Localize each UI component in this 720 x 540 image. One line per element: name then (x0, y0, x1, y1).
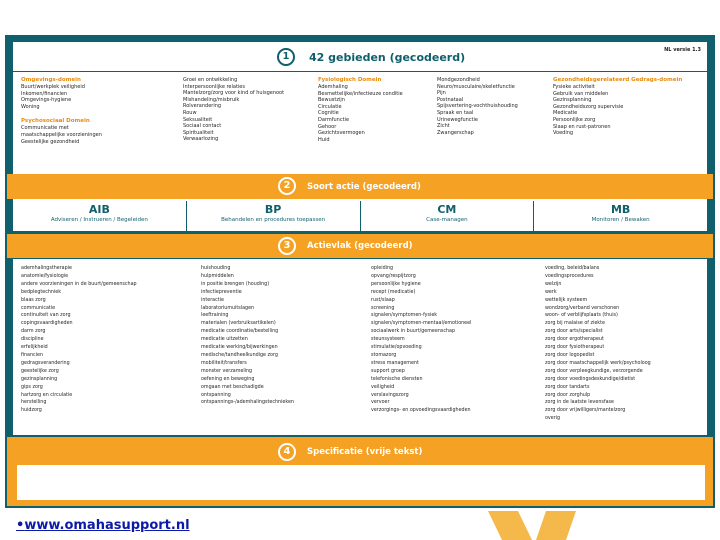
problem-item: Rolverandering (183, 103, 222, 110)
field-item: signalen/symptomen-fysiek (371, 313, 438, 319)
domain-heading: Gezondheidsgerelateerd Gedrags-domein (553, 77, 683, 83)
field-item: verslavingszorg (371, 392, 409, 398)
field-item: zorg door verpleegkundige, verzorgende (545, 368, 643, 374)
field-item: zorg door vrijwilligers/mantelzorg (545, 408, 626, 414)
problem-item: Fysieke activiteit (553, 84, 595, 90)
field-item: huishouding (201, 266, 231, 271)
specification-text-area[interactable] (17, 465, 705, 500)
field-item: infectiepreventie (201, 289, 242, 295)
field-item: andere voorzieningen in de buurt/gemeenschap (21, 281, 137, 287)
field-item: gezinsplanning (21, 376, 58, 382)
problem-item: Huid (318, 136, 330, 143)
field-item: screening (371, 305, 395, 311)
field-item: veiligheid (371, 384, 395, 390)
field-item: medische/tandheelkundige zorg (201, 352, 278, 358)
field-item: bedplegtechniek (21, 289, 62, 295)
field-item: huidzorg (21, 408, 42, 414)
field-item: telefonische diensten (371, 376, 423, 382)
field-item: ademhalingstherapie (21, 266, 72, 271)
field-item: gedragsverandering (21, 360, 70, 366)
field-item: financien (21, 352, 44, 358)
field-item: omgaan met beschadigde (201, 384, 264, 390)
field-item: woon- of verblijfsplaats (thuis) (545, 313, 618, 319)
action-type-aib (13, 201, 187, 231)
problem-item: Communicatie met (21, 125, 69, 132)
problem-item: maatschappelijke voorzieningen (21, 131, 102, 138)
section1-header (13, 42, 707, 72)
problem-item: Besmettelijke/infectieuze conditie (318, 90, 403, 97)
field-item: hulpmiddelen (201, 273, 234, 279)
problem-item: Cognitie (318, 110, 339, 117)
problem-item: Urinewegfunctie (437, 116, 478, 123)
field-item: zorg door maatschappelijk werk/psycholoog (545, 360, 651, 366)
problem-item: Geestelijke gezondheid (21, 138, 80, 145)
field-item: materialen (verbruiksartikelen) (201, 321, 276, 327)
problem-item: Gehoor (318, 123, 337, 130)
field-item: zorg door tandarts (545, 384, 590, 390)
problem-item: Seksualiteit (183, 116, 213, 123)
field-item: blaas zorg (21, 297, 46, 303)
action-description: Behandelen en procedures toepassen (221, 217, 326, 223)
link-text: www.omahasupport.nl (24, 518, 190, 533)
action-code: MB (610, 203, 631, 216)
field-item: werk (545, 289, 557, 295)
problem-item: Zwangerschap (437, 129, 474, 136)
field-item: zorg door arts/specialist (545, 329, 603, 335)
omaha-scheme-board (5, 35, 715, 508)
field-item: overig (545, 416, 561, 422)
field-item: support groep (371, 368, 405, 374)
domain-column (553, 77, 682, 137)
field-item: gips zorg (21, 384, 43, 390)
section2-title: Soort actie (gecodeerd) (307, 182, 421, 192)
problem-item: Pijn (437, 90, 446, 97)
problem-item: Mantelzorg/zorg voor kind of huisgenoot (183, 90, 285, 97)
decorative-logo-fragment (488, 511, 628, 540)
field-item: zorg bij malaise of ziekte (545, 321, 605, 327)
section3-number-badge: 3 (278, 237, 296, 255)
problem-item: Spraak en taal (437, 109, 474, 116)
field-item: signalen/symptomen-mentaal/emotioneel (371, 321, 472, 327)
action-type-mb (534, 201, 707, 231)
problem-item: Slaap en rust-patronen (553, 123, 611, 130)
section2-band (7, 174, 713, 199)
action-description: Case-managen (426, 217, 468, 223)
field-item: wettelijk systeem (545, 297, 588, 303)
field-item: zorg in de laatste levensfase (545, 400, 614, 406)
field-item: voeding, beleid/balans (545, 266, 600, 271)
problem-item: Spijsvertering-vochthuishouding (437, 103, 518, 110)
field-item: medicatie werking/bijwerkingen (201, 345, 278, 351)
domain-column (21, 77, 102, 145)
field-item: wondzorg/verband verschonen (545, 305, 620, 311)
action-code: CM (437, 203, 457, 216)
field-item: anatomie/fysiologie (21, 273, 69, 279)
problem-item: Gezondheidszorg supervisie (553, 103, 624, 110)
problem-item: Woning (21, 103, 40, 110)
action-fields-section (13, 259, 707, 435)
field-item: zorg door zorghulp (545, 392, 591, 398)
problem-item: Inkomen/financien (21, 90, 68, 97)
logo-stroke-left (488, 511, 532, 540)
problem-item: Circulatie (318, 103, 342, 110)
field-item: medicatie uitzetten (201, 337, 248, 343)
section1-number-badge: 1 (277, 48, 295, 66)
domain-heading: Fysiologisch Domein (318, 77, 382, 83)
problem-item: Gezichtsvermogen (318, 130, 365, 137)
field-item: welzijn (545, 281, 562, 287)
action-type-cm (361, 201, 535, 231)
field-item: monster verzameling (201, 368, 253, 374)
field-item: steunsysteem (371, 337, 405, 343)
problem-item: Omgevings-hygiene (21, 97, 72, 104)
field-column (371, 265, 471, 415)
field-item: zorg door ergotherapeut (545, 337, 604, 343)
domain-column (183, 77, 284, 143)
omahasupport-link[interactable] (16, 518, 190, 533)
field-item: vervoer (371, 400, 390, 406)
section1-title: 42 gebieden (gecodeerd) (309, 51, 466, 64)
domain-column (318, 77, 403, 143)
domain-heading: Omgevings-domein (21, 77, 81, 83)
problem-item: Gezinsplanning (553, 97, 592, 104)
field-item: geestelijke zorg (21, 368, 59, 374)
problem-item: Mishandeling/misbruik (183, 96, 240, 103)
problem-item: Voeding (553, 130, 574, 137)
section2-number-badge: 2 (278, 177, 296, 195)
field-item: zorg door logopedist (545, 352, 595, 358)
field-item: opvang/respijtzorg (371, 273, 416, 279)
problem-item: Darmfunctie (318, 116, 350, 123)
problem-item: Buurt/werkplek veiligheid (21, 84, 85, 90)
field-item: darm zorg (21, 329, 46, 335)
problem-item: Zicht (437, 123, 450, 130)
problem-item: Gebruik van middelen (553, 90, 609, 97)
field-column (201, 265, 294, 407)
field-item: zorg door fysiotherapeut (545, 345, 605, 351)
field-item: sociaalwerk in buurt/gemeenschap (371, 329, 456, 335)
domain-column (437, 77, 518, 136)
field-item: voedingsprocedures (545, 273, 594, 279)
domain-heading: Psychosociaal Domein (21, 118, 90, 125)
version-label: NL versie 1.3 (664, 47, 701, 53)
problem-item: Neuro/musculaire/skeletfunctie (437, 83, 515, 90)
field-item: oefening en beweging (201, 376, 255, 382)
field-item: erfelijkheid (21, 345, 48, 351)
problem-item: Sociaal contact (183, 123, 222, 130)
section3-band (7, 234, 713, 258)
problem-item: Medicatie (553, 110, 578, 117)
field-item: herstelling (21, 400, 47, 406)
field-item: stress management (371, 360, 419, 366)
problem-item: Interpersoonlijke relaties (183, 83, 245, 90)
field-item: ontspanning (201, 392, 231, 398)
action-description: Adviseren / Instrueren / Begeleiden (50, 217, 148, 223)
field-item: stomazorg (371, 352, 397, 358)
field-item: hartzorg en circulatie (21, 392, 73, 398)
field-item: rust/slaap (371, 297, 395, 303)
logo-stroke-right (536, 511, 576, 540)
field-item: continuiteit van zorg (21, 313, 71, 319)
field-column (21, 265, 137, 415)
field-column (545, 265, 651, 423)
problem-item: Verwaarlozing (183, 136, 219, 143)
bullet: • (16, 518, 25, 533)
problem-item: Rouw (183, 109, 197, 116)
field-item: stimulatie/opvoeding (371, 345, 422, 351)
section4-band (7, 437, 713, 506)
action-types-row (13, 201, 707, 231)
field-item: copingsvaardigheden (21, 321, 73, 327)
problem-item: Mondgezondheid (437, 77, 480, 83)
field-item: in positie brengen (houding) (201, 281, 270, 287)
action-type-bp (187, 201, 361, 231)
field-item: zorg door voedingsdeskundige/dietist (545, 376, 636, 382)
problem-item: Postnataal (437, 96, 464, 103)
field-item: communicatie (21, 305, 56, 311)
action-code: BP (264, 203, 282, 216)
field-item: ontspannings-/ademhalingstechnieken (201, 400, 294, 406)
field-item: laboratoriumuitslagen (201, 305, 255, 311)
problem-item: Groei en ontwikkeling (183, 77, 238, 83)
field-item: leeftraining (201, 313, 229, 319)
problem-item: Ademhaling (318, 84, 348, 90)
section4-title: Specificatie (vrije tekst) (307, 447, 423, 457)
problem-item: Bewustzijn (318, 97, 345, 104)
section3-title: Actievlak (gecodeerd) (307, 241, 413, 251)
field-item: recept (medicatie) (371, 289, 416, 295)
action-code: AIB (88, 203, 110, 216)
field-item: verzorgings- en opvoedingsvaardigheden (371, 408, 471, 414)
problem-item: Spiritualiteit (183, 129, 214, 136)
field-item: mobiliteit/transfers (201, 360, 247, 366)
field-item: persoonlijke hygiene (371, 281, 421, 287)
field-item: discipline (21, 337, 44, 343)
problem-item: Persoonlijke zorg (553, 116, 596, 123)
field-item: opleiding (371, 266, 394, 271)
field-item: medicatie coordinatie/bestelling (201, 329, 279, 335)
section4-number-badge: 4 (278, 443, 296, 461)
action-description: Monitoren / Bewaken (591, 217, 650, 223)
field-item: interactie (201, 297, 224, 303)
